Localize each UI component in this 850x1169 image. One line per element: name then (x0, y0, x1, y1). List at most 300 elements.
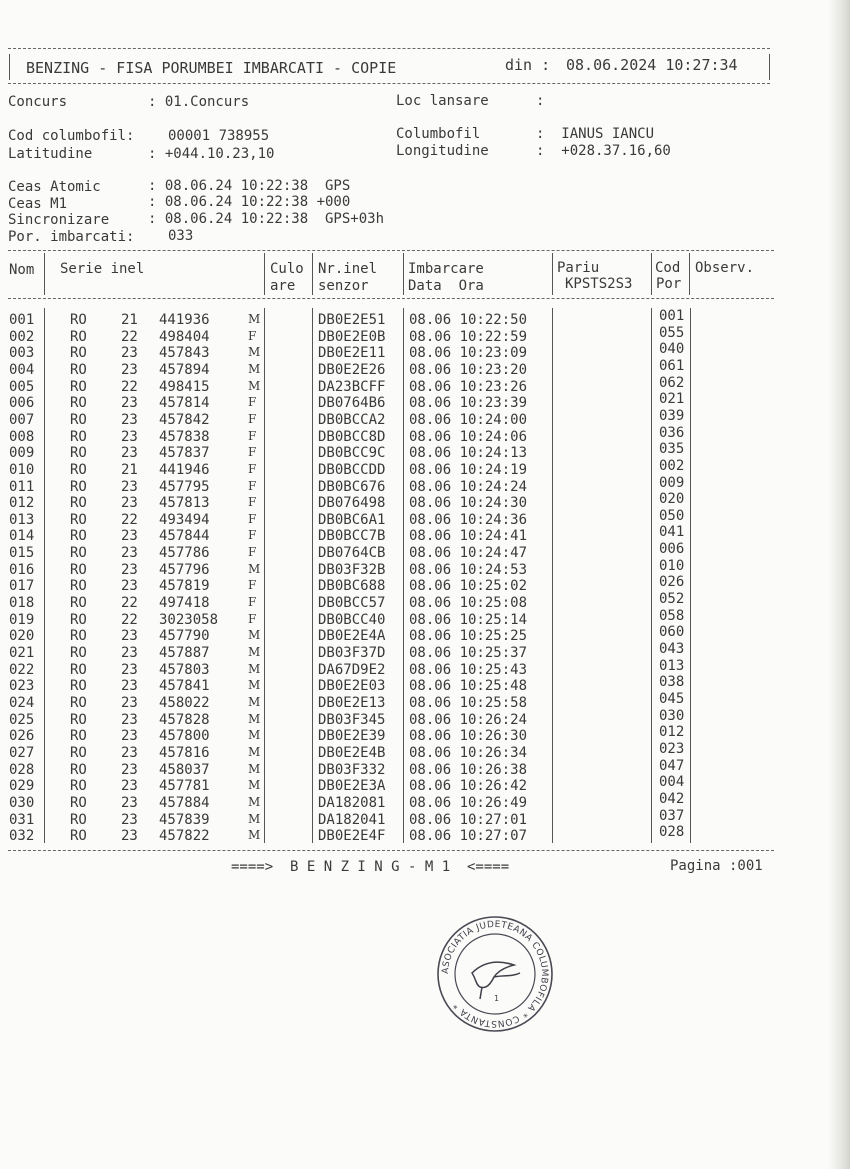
latitudine-label: Latitudine (8, 146, 93, 162)
cell-nr-inel: 457819 (159, 578, 210, 595)
cell-senzor: DA182081 (318, 794, 386, 811)
porumbei-imbarcati-label: Por. imbarcati: (8, 229, 135, 245)
cell-nom: 003 (9, 345, 35, 362)
cell-senzor: DB0BCC7B (318, 528, 386, 545)
table-row (0, 607, 850, 629)
cell-tara: RO (70, 645, 87, 661)
table-row (0, 774, 850, 795)
cell-sex: M (248, 778, 261, 793)
cell-cod-por: 021 (659, 391, 685, 408)
cell-sex: F (248, 328, 257, 343)
cell-data-ora: 08.06 10:26:38 (409, 761, 528, 778)
table-row (0, 624, 850, 645)
cell-an: 23 (121, 545, 138, 562)
cell-an: 22 (121, 511, 138, 528)
table-row (0, 324, 850, 346)
cell-an: 23 (121, 561, 138, 578)
table-row (0, 391, 850, 412)
cell-senzor: DB0E2E03 (318, 678, 386, 695)
cell-senzor: DB03F37D (318, 645, 386, 661)
cell-an: 23 (121, 661, 138, 678)
page-number: Pagina :001 (670, 858, 763, 874)
longitudine-value: : +028.37.16,60 (536, 143, 671, 159)
cell-data-ora: 08.06 10:25:25 (409, 628, 528, 645)
cell-nom: 026 (9, 728, 35, 745)
table-row (0, 357, 850, 379)
cell-nom: 004 (9, 361, 35, 378)
cell-tara: RO (70, 711, 87, 728)
cell-nr-inel: 457894 (159, 361, 210, 378)
cell-nom: 019 (9, 611, 35, 628)
cell-sex: F (248, 611, 257, 626)
cell-nr-inel: 458037 (159, 761, 210, 778)
cell-senzor: DB0E2E4F (318, 828, 386, 845)
cell-nr-inel: 498415 (159, 378, 210, 395)
cell-tara: RO (70, 378, 87, 395)
cell-an: 22 (121, 611, 138, 628)
cell-senzor: DB0BCC40 (318, 611, 386, 628)
cell-data-ora: 08.06 10:26:42 (409, 778, 528, 795)
sincronizare-label: Sincronizare (8, 212, 110, 228)
cell-an: 23 (121, 528, 138, 545)
table-row (0, 790, 850, 812)
cell-tara: RO (70, 361, 87, 378)
cell-cod-por: 020 (659, 491, 685, 508)
cell-sex: M (248, 728, 261, 743)
cell-tara: RO (70, 445, 87, 462)
cell-nr-inel: 457838 (159, 428, 210, 445)
cell-sex: F (248, 545, 257, 560)
cell-sex: F (248, 495, 257, 510)
cell-tara: RO (70, 628, 87, 645)
cell-cod-por: 030 (659, 707, 685, 724)
cell-senzor: DA182041 (318, 811, 386, 828)
cell-an: 23 (121, 794, 138, 811)
loc-lansare-value: : (536, 93, 545, 109)
cell-sex: M (248, 794, 261, 809)
cell-nr-inel: 457813 (159, 495, 210, 512)
cell-tara: RO (70, 528, 87, 545)
col-divider-cod (689, 253, 690, 295)
cell-an: 23 (121, 345, 138, 362)
cell-cod-por: 012 (659, 724, 685, 741)
cell-sex: M (248, 828, 261, 843)
cell-data-ora: 08.06 10:24:00 (409, 411, 528, 428)
cell-sex: M (248, 811, 261, 826)
cell-an: 23 (121, 578, 138, 595)
cell-cod-por: 042 (659, 790, 685, 807)
cell-an: 23 (121, 478, 138, 495)
cell-sex: M (248, 345, 261, 360)
concurs-label: Concurs (8, 94, 68, 110)
svg-text:1: 1 (494, 994, 500, 1003)
cell-data-ora: 08.06 10:24:47 (409, 545, 528, 562)
cell-cod-por: 040 (659, 341, 685, 358)
cell-nom: 023 (9, 678, 35, 695)
cell-data-ora: 08.06 10:26:30 (409, 728, 528, 745)
cell-nom: 024 (9, 694, 35, 711)
cell-data-ora: 08.06 10:25:02 (409, 578, 528, 595)
cell-sex: F (248, 445, 257, 460)
col-header-imbarcare-2: Data Ora (408, 278, 484, 294)
latitudine-value: : +044.10.23,10 (148, 146, 275, 162)
table-row (0, 308, 850, 329)
cell-senzor: DB0764B6 (318, 395, 386, 412)
cell-tara: RO (70, 611, 87, 628)
table-top-border (8, 250, 774, 251)
svg-text:ASOCIATIA JUDETEANA COLUMBOFIL (441, 920, 549, 1028)
cell-senzor: DB0E2E4B (318, 744, 386, 761)
cell-sex: M (248, 378, 261, 393)
cell-sex: F (248, 595, 257, 610)
cell-nom: 018 (9, 595, 35, 612)
document-title: BENZING - FISA PORUMBEI IMBARCATI - COPIE (26, 59, 397, 77)
cell-tara: RO (70, 395, 87, 412)
cell-cod-por: 047 (659, 757, 685, 774)
cell-tara: RO (70, 578, 87, 595)
cell-nr-inel: 441936 (159, 312, 210, 328)
cell-an: 23 (121, 728, 138, 745)
cell-cod-por: 043 (659, 641, 685, 657)
cell-sex: M (248, 761, 261, 776)
cell-an: 23 (121, 361, 138, 378)
table-row (0, 824, 850, 845)
cell-data-ora: 08.06 10:25:43 (409, 661, 528, 678)
cell-nr-inel: 498404 (159, 328, 210, 345)
cell-sex: F (248, 478, 257, 493)
cell-cod-por: 039 (659, 407, 685, 424)
cell-nom: 002 (9, 328, 35, 345)
cell-cod-por: 010 (659, 557, 685, 574)
cell-an: 23 (121, 828, 138, 845)
cell-an: 23 (121, 711, 138, 728)
cell-tara: RO (70, 744, 87, 761)
cell-senzor: DB0E2E13 (318, 694, 386, 711)
table-row (0, 474, 850, 496)
header-date-label: din : (505, 56, 551, 74)
cell-senzor: DB0E2E0B (318, 328, 386, 345)
cell-senzor: DB0E2E11 (318, 345, 386, 362)
table-row (0, 457, 850, 479)
cell-cod-por: 036 (659, 424, 685, 441)
cell-nr-inel: 497418 (159, 595, 210, 612)
cell-senzor: DB0BCC57 (318, 595, 386, 612)
cell-data-ora: 08.06 10:24:24 (409, 478, 528, 495)
cell-data-ora: 08.06 10:24:06 (409, 428, 528, 445)
sincronizare-value: : 08.06.24 10:22:38 GPS+03h (148, 211, 385, 227)
cell-nom: 015 (9, 545, 35, 562)
cell-data-ora: 08.06 10:22:59 (409, 328, 528, 345)
cell-nom: 011 (9, 478, 35, 495)
cell-senzor: DB0E2E51 (318, 312, 386, 328)
cell-an: 23 (121, 678, 138, 695)
cell-senzor: DB0E2E26 (318, 361, 386, 378)
cell-data-ora: 08.06 10:24:19 (409, 461, 528, 478)
cell-data-ora: 08.06 10:24:36 (409, 511, 528, 528)
cell-nr-inel: 457781 (159, 778, 210, 795)
table-row (0, 740, 850, 762)
col-header-cod-1: Cod (655, 260, 681, 276)
loc-lansare-label: Loc lansare (396, 93, 489, 109)
cell-an: 22 (121, 378, 138, 395)
table-row (0, 807, 850, 829)
col-divider-pariu (651, 253, 652, 295)
cell-nom: 009 (9, 445, 35, 462)
table-row (0, 541, 850, 562)
cell-data-ora: 08.06 10:23:39 (409, 395, 528, 412)
cell-sex: F (248, 411, 257, 426)
cell-tara: RO (70, 761, 87, 778)
cell-an: 22 (121, 328, 138, 345)
table-row (0, 524, 850, 545)
header-right-border (769, 54, 770, 80)
cell-cod-por: 028 (659, 824, 685, 841)
cell-tara: RO (70, 478, 87, 495)
cell-nr-inel: 457844 (159, 528, 210, 545)
table-row (0, 441, 850, 462)
cell-nr-inel: 457841 (159, 678, 210, 695)
col-divider-nom (44, 253, 45, 295)
cell-tara: RO (70, 694, 87, 711)
cell-nr-inel: 457790 (159, 628, 210, 645)
cell-tara: RO (70, 495, 87, 512)
cell-cod-por: 013 (659, 657, 685, 674)
cell-tara: RO (70, 778, 87, 795)
cell-nom: 001 (9, 312, 35, 328)
cell-tara: RO (70, 312, 87, 328)
table-row (0, 591, 850, 612)
cell-senzor: DB03F332 (318, 761, 386, 778)
cell-nr-inel: 457800 (159, 728, 210, 745)
cell-nom: 013 (9, 511, 35, 528)
col-header-nrinel-2: senzor (318, 278, 369, 294)
cell-nom: 031 (9, 811, 35, 828)
cell-data-ora: 08.06 10:27:07 (409, 828, 528, 845)
cell-data-ora: 08.06 10:24:13 (409, 445, 528, 462)
cell-senzor: DB0BC676 (318, 478, 386, 495)
cell-an: 23 (121, 744, 138, 761)
cell-tara: RO (70, 545, 87, 562)
col-divider-serie (264, 253, 265, 295)
cell-data-ora: 08.06 10:25:58 (409, 694, 528, 711)
cell-nom: 022 (9, 661, 35, 678)
cod-columbofil-value: 00001 738955 (168, 128, 270, 144)
cell-nr-inel: 457796 (159, 561, 210, 578)
cell-nr-inel: 441946 (159, 461, 210, 478)
cell-sex: F (248, 511, 257, 526)
cell-senzor: DB03F32B (318, 561, 386, 578)
cell-senzor: DB0BCCA2 (318, 411, 386, 428)
cell-nom: 017 (9, 578, 35, 595)
cell-cod-por: 035 (659, 441, 685, 458)
cell-cod-por: 037 (659, 807, 685, 824)
col-header-observatii: Observ. (695, 260, 755, 276)
cell-data-ora: 08.06 10:23:26 (409, 378, 528, 395)
cell-tara: RO (70, 678, 87, 695)
cell-cod-por: 023 (659, 740, 685, 757)
cell-sex: M (248, 661, 261, 676)
cell-cod-por: 055 (659, 324, 685, 341)
stamp-text: ASOCIATIA JUDETEANA COLUMBOFILA * CONSTANTA * (440, 919, 550, 1029)
col-header-cod-2: Por (656, 276, 682, 292)
cell-sex: F (248, 461, 257, 476)
cell-nr-inel: 457803 (159, 661, 210, 678)
cell-sex: F (248, 428, 257, 443)
table-row (0, 707, 850, 729)
cod-columbofil-label: Cod columbofil: (8, 128, 135, 144)
cell-sex: M (248, 744, 261, 759)
cell-an: 23 (121, 628, 138, 645)
cell-an: 23 (121, 811, 138, 828)
col-header-culoare-2: are (270, 278, 296, 294)
cell-data-ora: 08.06 10:24:41 (409, 528, 528, 545)
columbofil-label: Columbofil (396, 126, 481, 142)
cell-an: 23 (121, 694, 138, 711)
cell-sex: M (248, 361, 261, 376)
cell-senzor: DB0E2E4A (318, 628, 386, 645)
cell-nom: 008 (9, 428, 35, 445)
cell-nr-inel: 3023058 (159, 611, 219, 628)
cell-nom: 016 (9, 561, 35, 578)
table-row (0, 491, 850, 512)
cell-cod-por: 041 (659, 524, 685, 541)
cell-data-ora: 08.06 10:26:49 (409, 794, 528, 811)
cell-an: 23 (121, 761, 138, 778)
cell-nr-inel: 457822 (159, 828, 210, 845)
col-header-pariu-2: KPSTS2S3 (565, 276, 633, 292)
cell-senzor: DB0764CB (318, 545, 386, 562)
cell-cod-por: 038 (659, 674, 685, 691)
header-left-border (9, 54, 10, 80)
col-header-serie: Serie inel (60, 261, 145, 277)
cell-nr-inel: 457839 (159, 811, 210, 828)
cell-data-ora: 08.06 10:25:48 (409, 678, 528, 695)
columbofil-value: : IANUS IANCU (536, 126, 655, 142)
cell-nom: 014 (9, 528, 35, 545)
cell-senzor: DB0E2E3A (318, 778, 386, 795)
cell-sex: M (248, 645, 261, 659)
cell-nom: 027 (9, 744, 35, 761)
cell-nom: 025 (9, 711, 35, 728)
cell-senzor: DA23BCFF (318, 378, 386, 395)
cell-sex: M (248, 711, 261, 726)
cell-an: 23 (121, 411, 138, 428)
cell-nom: 020 (9, 628, 35, 645)
cell-cod-por: 058 (659, 607, 685, 624)
cell-tara: RO (70, 345, 87, 362)
cell-senzor: DB0BCC8D (318, 428, 386, 445)
cell-nr-inel: 457843 (159, 345, 210, 362)
col-divider-culoare (312, 253, 313, 295)
cell-senzor: DA67D9E2 (318, 661, 386, 678)
cell-nom: 010 (9, 461, 35, 478)
cell-sex: M (248, 561, 261, 576)
cell-nr-inel: 457786 (159, 545, 210, 562)
header-bottom-border (8, 83, 770, 84)
cell-data-ora: 08.06 10:26:24 (409, 711, 528, 728)
cell-tara: RO (70, 411, 87, 428)
cell-tara: RO (70, 661, 87, 678)
header-top-border (8, 48, 770, 49)
cell-an: 22 (121, 595, 138, 612)
cell-sex: M (248, 312, 261, 326)
col-header-nom: Nom (9, 262, 35, 278)
concurs-value: : 01.Concurs (148, 94, 250, 110)
cell-senzor: DB0E2E39 (318, 728, 386, 745)
cell-nom: 006 (9, 395, 35, 412)
ceas-atomic-label: Ceas Atomic (8, 179, 101, 195)
cell-an: 23 (121, 445, 138, 462)
cell-tara: RO (70, 811, 87, 828)
cell-an: 21 (121, 461, 138, 478)
table-row (0, 641, 850, 662)
cell-an: 23 (121, 395, 138, 412)
association-stamp (436, 915, 554, 1033)
cell-sex: F (248, 528, 257, 543)
cell-senzor: DB0BCC9C (318, 445, 386, 462)
cell-nom: 012 (9, 495, 35, 512)
cell-tara: RO (70, 511, 87, 528)
cell-tara: RO (70, 561, 87, 578)
table-row (0, 574, 850, 595)
cell-tara: RO (70, 595, 87, 612)
cell-data-ora: 08.06 10:25:08 (409, 595, 528, 612)
cell-cod-por: 052 (659, 591, 685, 608)
cell-cod-por: 060 (659, 624, 685, 641)
cell-tara: RO (70, 328, 87, 345)
cell-cod-por: 045 (659, 690, 685, 707)
cell-an: 21 (121, 312, 138, 328)
ceas-m1-value: : 08.06.24 10:22:38 +000 (148, 194, 351, 210)
cell-tara: RO (70, 428, 87, 445)
cell-data-ora: 08.06 10:26:34 (409, 744, 528, 761)
cell-cod-por: 009 (659, 474, 685, 491)
ceas-m1-label: Ceas M1 (8, 196, 68, 212)
cell-cod-por: 002 (659, 457, 685, 474)
porumbei-imbarcati-value: 033 (168, 228, 194, 244)
cell-nr-inel: 457887 (159, 645, 210, 661)
cell-senzor: DB03F345 (318, 711, 386, 728)
cell-tara: RO (70, 728, 87, 745)
cell-nr-inel: 457828 (159, 711, 210, 728)
cell-cod-por: 006 (659, 541, 685, 558)
cell-data-ora: 08.06 10:25:37 (409, 645, 528, 661)
col-divider-imbarcare (552, 253, 553, 295)
table-row (0, 690, 850, 712)
table-row (0, 507, 850, 529)
cell-cod-por: 026 (659, 574, 685, 591)
col-header-pariu-1: Pariu (557, 260, 600, 276)
cell-sex: M (248, 628, 261, 643)
cell-nom: 028 (9, 761, 35, 778)
cell-data-ora: 08.06 10:23:20 (409, 361, 528, 378)
table-header-border (8, 298, 774, 299)
footer-program-name: ====> B E N Z I N G - M 1 <==== (231, 859, 510, 875)
cell-cod-por: 062 (659, 374, 685, 391)
cell-tara: RO (70, 828, 87, 845)
col-header-imbarcare-1: Imbarcare (408, 261, 484, 277)
table-row (0, 757, 850, 779)
cell-nom: 021 (9, 645, 35, 661)
cell-sex: F (248, 578, 257, 593)
cell-nom: 029 (9, 778, 35, 795)
cell-nr-inel: 457816 (159, 744, 210, 761)
cell-tara: RO (70, 794, 87, 811)
cell-cod-por: 061 (659, 357, 685, 374)
cell-nr-inel: 457795 (159, 478, 210, 495)
col-header-culoare-1: Culo (270, 261, 304, 277)
cell-data-ora: 08.06 10:23:09 (409, 345, 528, 362)
